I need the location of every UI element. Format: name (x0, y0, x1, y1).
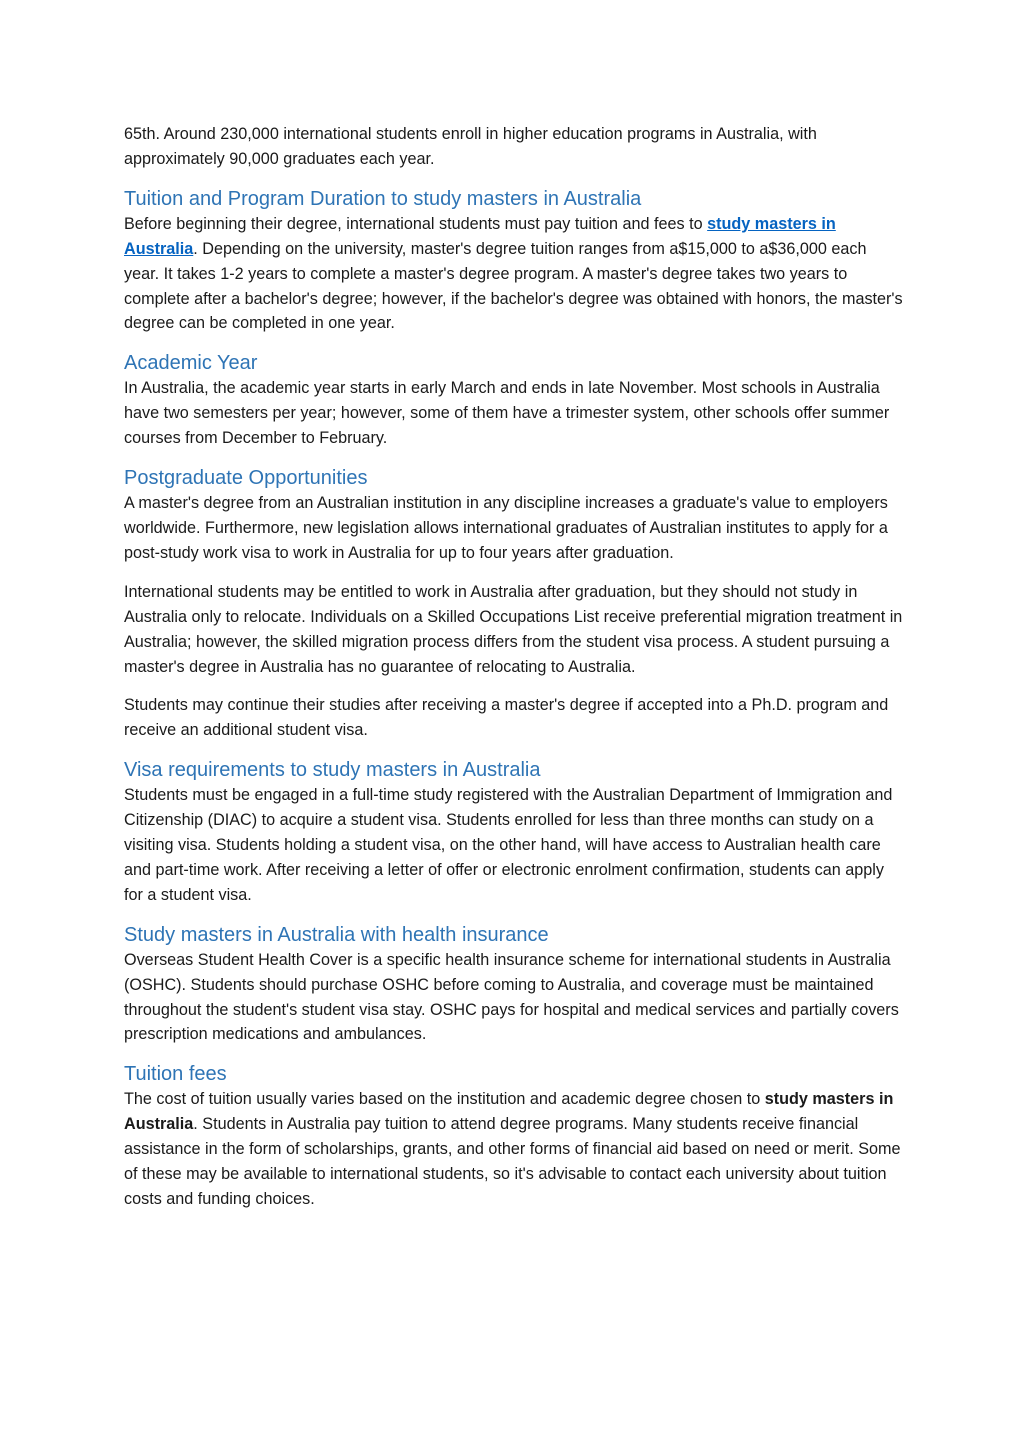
tuition-fees-bold-phrase: study masters in Australia (124, 1090, 894, 1134)
heading-postgraduate: Postgraduate Opportunities (124, 467, 368, 490)
study-masters-link[interactable]: study masters in Australia (124, 214, 836, 258)
heading-tuition-fees: Tuition fees (124, 1063, 227, 1086)
visa-paragraph: Students must be engaged in a full-time study registered with the Australian Department of Immigration and Citizenship (DIAC) to acquire a student visa. Students enrolled for less than three months can study on a visiting visa. Students holding a student visa, on the other hand, will have access to Australian health care and part-time work. After receiving a letter of offer or electronic enrolment confirmation, students can apply for a student visa. (124, 786, 893, 904)
postgraduate-paragraph-3: Students may continue their studies after receiving a master's degree if accepted into a Ph.D. program and receive an additional student visa. (124, 696, 889, 740)
heading-tuition-duration: Tuition and Program Duration to study masters in Australia (124, 187, 642, 210)
tuition-fees-text-before: The cost of tuition usually varies based on the institution and academic degree chosen to (124, 1090, 765, 1109)
tuition-fees-paragraph (124, 1087, 904, 1212)
document-page (124, 122, 904, 1212)
intro-paragraph: 65th. Around 230,000 international students enroll in higher education programs in Australia, with approximately 90,000 graduates each year. (124, 125, 817, 168)
tuition-duration-text-after: . Depending on the university, master's degree tuition ranges from a$15,000 to a$36,000 each year. It takes 1-2 years to complete a master's degree program. A master's degree takes two years to complete after a bachelor's degree; however, if the bachelor's degree was obtained with honors, the master's degree can be completed in one year. (124, 239, 903, 333)
heading-health-insurance: Study masters in Australia with health insurance (124, 923, 549, 946)
heading-academic-year: Academic Year (124, 352, 258, 375)
postgraduate-paragraph-2: International students may be entitled to work in Australia after graduation, but they should not study in Australia only to relocate. Individuals on a Skilled Occupations List receive preferential migration treatment in Australia; however, the skilled migration process differs from the student visa process. A student pursuing a master's degree in Australia has no guarantee of relocating to Australia. (124, 582, 903, 676)
tuition-duration-paragraph (124, 212, 904, 337)
tuition-duration-text-before: Before beginning their degree, international students must pay tuition and fees to (124, 214, 708, 233)
postgraduate-paragraph-1: A master's degree from an Australian institution in any discipline increases a graduate's value to employers worldwide. Furthermore, new legislation allows international graduates of Australian institutes to apply for a post-study work visa to work in Australia for up to four years after graduation. (124, 494, 888, 562)
heading-visa: Visa requirements to study masters in Australia (124, 759, 541, 782)
health-insurance-paragraph: Overseas Student Health Cover is a specific health insurance scheme for international students in Australia (OSHC). Students should purchase OSHC before coming to Australia, and coverage must be maintained throughout the student's student visa stay. OSHC pays for hospital and medical services and partially covers prescription medications and ambulances. (124, 950, 899, 1044)
tuition-fees-text-after: . Students in Australia pay tuition to attend degree programs. Many students receive financial assistance in the form of scholarships, grants, and other forms of financial aid based on need or merit. Some of these may be available to international students, so it's advisable to contact each university about tuition costs and funding choices. (124, 1115, 901, 1208)
academic-year-paragraph: In Australia, the academic year starts in early March and ends in late November. Most schools in Australia have two semesters per year; however, some of them have a trimester system, other schools offer summer courses from December to February. (124, 379, 890, 448)
